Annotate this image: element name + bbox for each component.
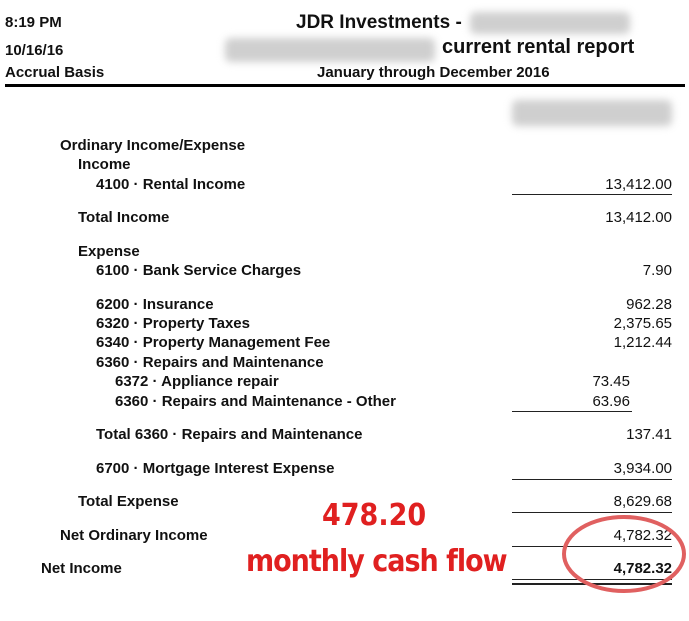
highlight-ellipse <box>564 517 684 591</box>
section-expense: Expense <box>78 243 140 260</box>
value-net-income: 4,782.32 <box>613 560 672 577</box>
value-appliance-repair: 73.45 <box>592 373 630 390</box>
section-income: Income <box>78 156 131 173</box>
value-bank-charges: 7.90 <box>642 262 672 279</box>
value-insurance: 962.28 <box>626 296 672 313</box>
report-date: 10/16/16 <box>5 42 64 59</box>
header-rule <box>5 84 685 87</box>
value-total-repairs: 137.41 <box>626 426 672 443</box>
row-rental-income: 4100 · Rental Income <box>96 176 246 193</box>
value-rental-income: 13,412.00 <box>605 176 672 193</box>
row-insurance: 6200 · Insurance <box>96 296 214 313</box>
row-mgmt-fee: 6340 · Property Management Fee <box>96 334 331 351</box>
redacted-property-name <box>225 38 435 62</box>
row-repairs-other: 6360 · Repairs and Maintenance - Other <box>115 393 396 410</box>
report-basis: Accrual Basis <box>5 64 105 81</box>
annotation-monthly-label: monthly cash flow <box>246 544 507 579</box>
row-total-income: Total Income <box>78 209 170 226</box>
row-net-ordinary: Net Ordinary Income <box>60 527 208 544</box>
report-title: current rental report <box>442 36 635 58</box>
section-ordinary: Ordinary Income/Expense <box>60 137 246 154</box>
value-total-income: 13,412.00 <box>605 209 672 226</box>
row-net-income: Net Income <box>41 560 122 577</box>
report-period: January through December 2016 <box>317 64 550 81</box>
value-total-expense: 8,629.68 <box>613 493 672 510</box>
row-mortgage-interest: 6700 · Mortgage Interest Expense <box>96 460 335 477</box>
annotation-monthly-value: 478.20 <box>322 498 427 533</box>
redacted-column-header <box>512 100 672 126</box>
redacted-company-suffix <box>470 12 630 34</box>
row-appliance-repair: 6372 · Appliance repair <box>115 373 279 390</box>
report-time: 8:19 PM <box>5 14 62 31</box>
row-total-repairs: Total 6360 · Repairs and Maintenance <box>96 426 363 443</box>
rule-expense <box>512 479 672 480</box>
highlight-ring <box>560 512 688 596</box>
company-name: JDR Investments - <box>296 12 462 33</box>
row-property-taxes: 6320 · Property Taxes <box>96 315 250 332</box>
value-mortgage-interest: 3,934.00 <box>613 460 672 477</box>
value-property-taxes: 2,375.65 <box>613 315 672 332</box>
row-repairs: 6360 · Repairs and Maintenance <box>96 354 324 371</box>
rule-repairs <box>512 411 632 412</box>
rule-income <box>512 194 672 195</box>
row-bank-charges: 6100 · Bank Service Charges <box>96 262 302 279</box>
value-mgmt-fee: 1,212.44 <box>613 334 672 351</box>
row-total-expense: Total Expense <box>78 493 179 510</box>
value-net-ordinary: 4,782.32 <box>613 527 672 544</box>
value-repairs-other: 63.96 <box>592 393 630 410</box>
